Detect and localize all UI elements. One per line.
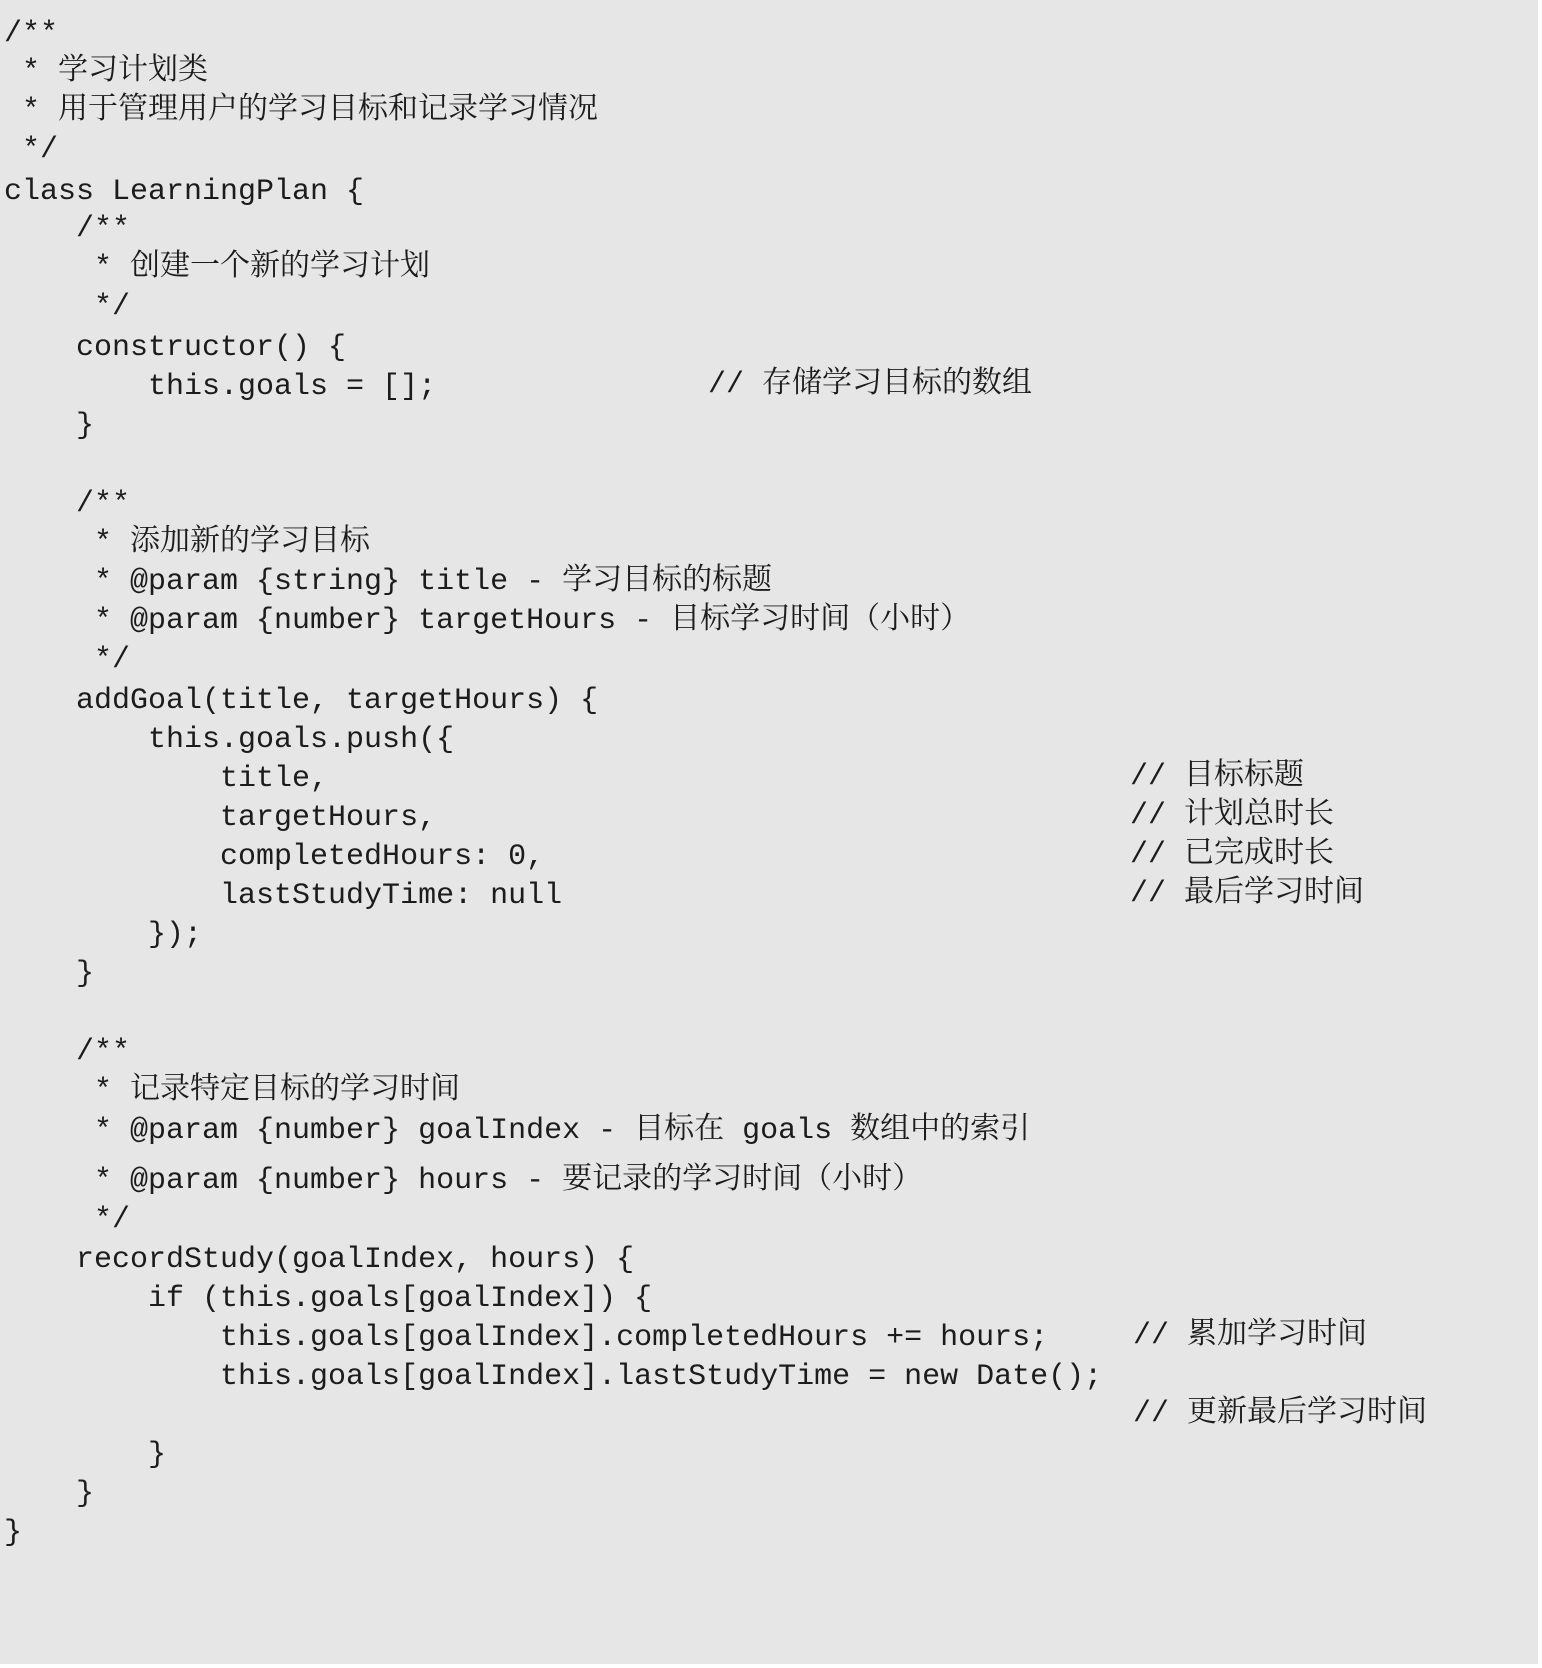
code-line: * @param {string} title - 学习目标的标题 [4, 565, 773, 599]
code-line: this.goals[goalIndex].lastStudyTime = new Date(); [4, 1360, 1103, 1394]
code-line: completedHours: 0, [4, 840, 545, 874]
code-comment: // 存储学习目标的数组 [708, 368, 1033, 402]
code-line: * @param {number} targetHours - 目标学习时间（小时） [4, 604, 971, 638]
code-line: */ [4, 290, 131, 324]
code-line: recordStudy(goalIndex, hours) { [4, 1243, 635, 1277]
code-line: constructor() { [4, 331, 347, 365]
code-line: } [4, 957, 95, 991]
code-line: title, [4, 762, 329, 796]
code-line: } [4, 409, 95, 443]
code-line: * 创建一个新的学习计划 [4, 251, 431, 285]
code-line: } [4, 1477, 95, 1511]
code-comment: // 目标标题 [1130, 760, 1305, 794]
code-comment: // 计划总时长 [1130, 799, 1335, 833]
code-line: /** [4, 212, 131, 246]
code-line: */ [4, 133, 59, 167]
code-line: targetHours, [4, 801, 437, 835]
code-line: * 记录特定目标的学习时间 [4, 1074, 461, 1108]
code-line: * 添加新的学习目标 [4, 526, 371, 560]
code-line: class LearningPlan { [4, 175, 365, 209]
code-line: * @param {number} goalIndex - 目标在 goals 数组中的索引 [4, 1114, 1031, 1148]
code-comment: // 最后学习时间 [1130, 877, 1365, 911]
code-line: * 学习计划类 [4, 55, 209, 89]
code-line: * 用于管理用户的学习目标和记录学习情况 [4, 94, 599, 128]
code-line: /** [4, 17, 59, 51]
code-line: lastStudyTime: null [4, 879, 563, 913]
code-line: }); [4, 918, 203, 952]
code-line: */ [4, 643, 131, 677]
code-line: this.goals[goalIndex].completedHours += hours; [4, 1321, 1049, 1355]
code-line: /** [4, 1035, 131, 1069]
code-line: addGoal(title, targetHours) { [4, 684, 599, 718]
code-comment: // 累加学习时间 [1133, 1319, 1368, 1353]
code-line: this.goals.push({ [4, 723, 455, 757]
code-line: /** [4, 487, 131, 521]
code-comment: // 已完成时长 [1130, 838, 1335, 872]
code-line: */ [4, 1203, 131, 1237]
code-line: } [4, 1516, 23, 1550]
code-line: * @param {number} hours - 要记录的学习时间（小时） [4, 1164, 923, 1198]
code-line: } [4, 1438, 167, 1472]
code-line: if (this.goals[goalIndex]) { [4, 1282, 653, 1316]
code-line: this.goals = []; [4, 370, 437, 404]
code-comment: // 更新最后学习时间 [1133, 1397, 1428, 1431]
